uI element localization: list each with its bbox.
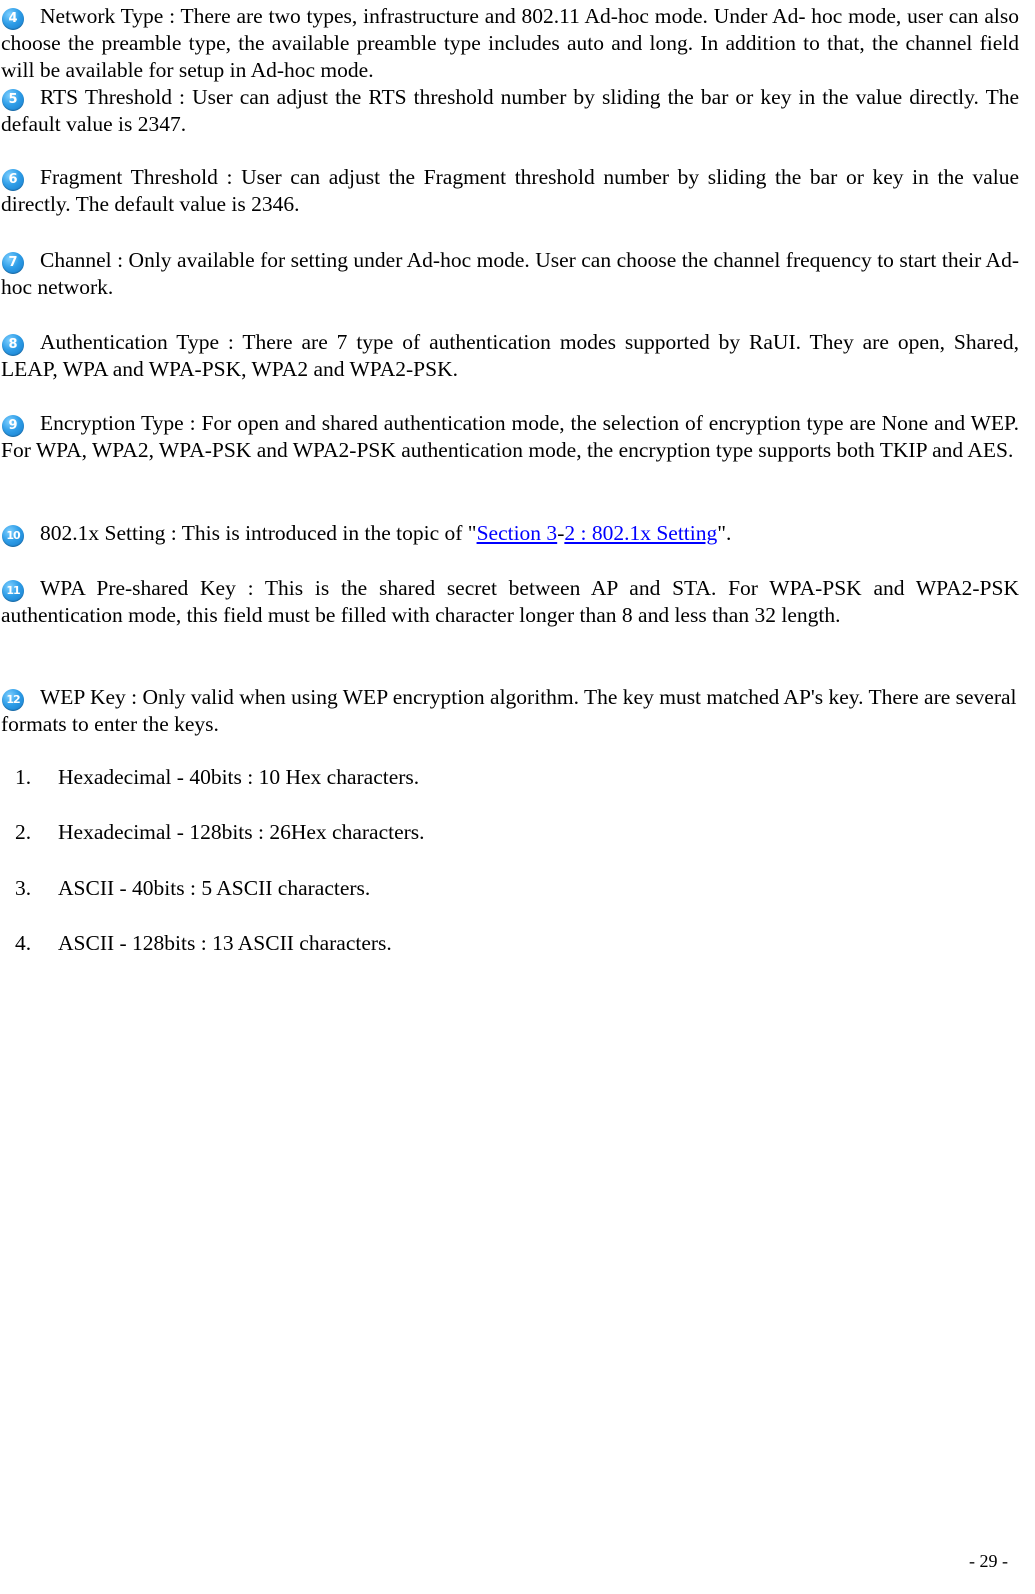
item-encryption-type: [1, 410, 1019, 464]
number-5-icon: 5: [2, 89, 24, 111]
list-number: 3.: [15, 876, 32, 900]
link-dash: -: [557, 521, 565, 545]
list-text: Hexadecimal - 40bits : 10 Hex characters.: [58, 765, 420, 789]
list-item: [15, 819, 425, 846]
item-text: WEP Key : Only valid when using WEP encryption algorithm. The key must matched AP's key. There are several formats to enter the keys.: [1, 685, 1017, 736]
list-item: [15, 875, 370, 902]
item-channel: [1, 247, 1019, 301]
number-4-icon: 4: [2, 8, 24, 30]
item-rts-threshold: [1, 84, 1019, 138]
item-text: 802.1x Setting : This is introduced in the topic of ": [40, 521, 477, 545]
section-3-link[interactable]: Section 3: [476, 521, 558, 545]
list-item: [15, 764, 419, 791]
item-8021x-setting: [1, 520, 1019, 547]
page-number: - 29 -: [969, 1551, 1008, 1571]
number-9-icon: 9: [2, 415, 24, 437]
list-item: [15, 930, 392, 957]
list-number: 2.: [15, 820, 32, 844]
item-wep-key: [1, 684, 1019, 738]
item-text: Encryption Type : For open and shared authentication mode, the selection of encryption type are None and WEP. For WPA, WPA2, WPA-PSK and WPA2-PSK authentication mode, the encryption type supports both TKIP and AES.: [1, 411, 1019, 462]
list-number: 4.: [15, 931, 32, 955]
8021x-setting-link[interactable]: 2 : 802.1x Setting: [564, 521, 718, 545]
item-network-type: [1, 3, 1019, 84]
item-text-end: ".: [717, 521, 732, 545]
list-text: Hexadecimal - 128bits : 26Hex characters.: [58, 820, 425, 844]
item-text: Network Type : There are two types, infrastructure and 802.11 Ad-hoc mode. Under Ad- hoc mode, user can also choose the preamble type, the available preamble type includes auto and long. In addition to that, the channel field will be available for setup in Ad-hoc mode.: [1, 4, 1019, 82]
number-11-icon: 11: [2, 580, 24, 602]
number-12-icon: 12: [2, 689, 24, 711]
item-text: WPA Pre-shared Key : This is the shared secret between AP and STA. For WPA-PSK and WPA2-PSK authentication mode, this field must be filled with character longer than 8 and less than 32 length.: [1, 576, 1019, 627]
item-text: Channel : Only available for setting under Ad-hoc mode. User can choose the channel frequency to start their Ad-hoc network.: [1, 248, 1019, 299]
list-text: ASCII - 128bits : 13 ASCII characters.: [58, 931, 392, 955]
number-8-icon: 8: [2, 334, 24, 356]
item-text: RTS Threshold : User can adjust the RTS threshold number by sliding the bar or key in the value directly. The default value is 2347.: [1, 85, 1019, 136]
list-text: ASCII - 40bits : 5 ASCII characters.: [58, 876, 371, 900]
item-text: Fragment Threshold : User can adjust the Fragment threshold number by sliding the bar or key in the value directly. The default value is 2346.: [1, 165, 1019, 216]
item-fragment-threshold: [1, 164, 1019, 218]
number-10-icon: 10: [2, 525, 24, 547]
number-7-icon: 7: [2, 252, 24, 274]
item-text: Authentication Type : There are 7 type of authentication modes supported by RaUI. They are open, Shared, LEAP, WPA and WPA-PSK, WPA2 and WPA2-PSK.: [1, 330, 1019, 381]
item-authentication-type: [1, 329, 1019, 383]
item-wpa-preshared-key: [1, 575, 1019, 629]
number-6-icon: 6: [2, 169, 24, 191]
list-number: 1.: [15, 765, 32, 789]
